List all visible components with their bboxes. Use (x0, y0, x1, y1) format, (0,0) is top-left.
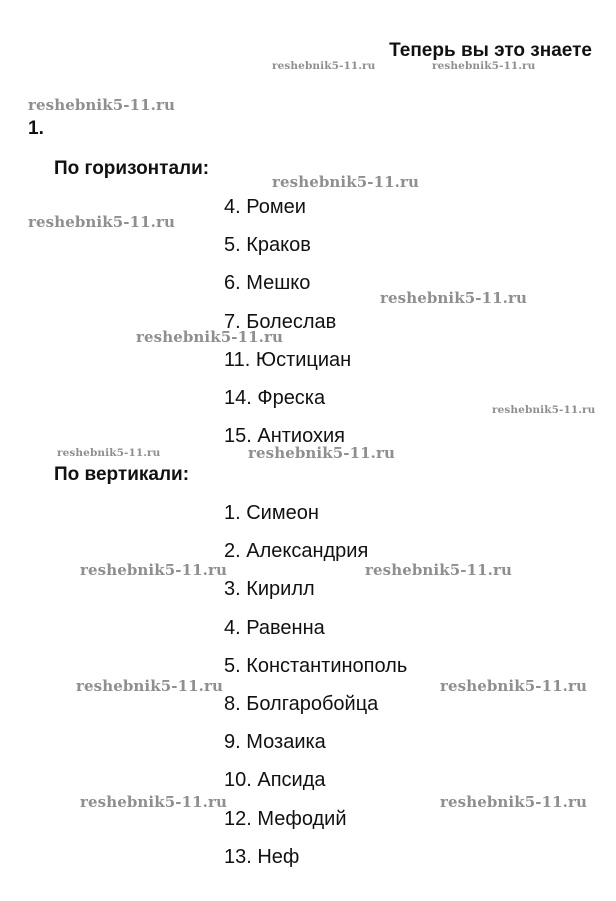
horizontal-heading: По горизонтали: (54, 158, 210, 179)
vertical-answer: 3. Кирилл (224, 578, 315, 601)
watermark: reshebnik5-11.ru (248, 444, 395, 462)
vertical-answer: 10. Апсида (224, 769, 326, 792)
watermark: reshebnik5-11.ru (365, 561, 512, 579)
watermark: reshebnik5-11.ru (432, 60, 536, 72)
task-number: 1. (28, 118, 44, 139)
vertical-answer: 1. Симеон (224, 502, 319, 524)
watermark: reshebnik5-11.ru (272, 173, 419, 191)
watermark: reshebnik5-11.ru (80, 561, 227, 579)
horizontal-answer: 15. Антиохия (224, 425, 345, 448)
vertical-heading: По вертикали: (54, 464, 190, 485)
watermark: reshebnik5-11.ru (492, 404, 596, 416)
watermark: reshebnik5-11.ru (76, 677, 223, 695)
horizontal-answer: 11. Юстициан (224, 348, 352, 371)
page-title: Теперь вы это знаете (389, 40, 592, 61)
watermark: reshebnik5-11.ru (28, 213, 175, 231)
vertical-answer: 8. Болгаробойца (224, 692, 379, 715)
watermark: reshebnik5-11.ru (272, 60, 376, 72)
watermark: reshebnik5-11.ru (136, 328, 283, 346)
watermark: reshebnik5-11.ru (80, 793, 227, 811)
horizontal-answer: 7. Болеслав (224, 310, 337, 333)
watermark: reshebnik5-11.ru (57, 447, 161, 459)
horizontal-answer: 4. Ромеи (224, 196, 306, 218)
horizontal-answer: 14. Фреска (224, 386, 326, 409)
vertical-answers (224, 502, 407, 884)
vertical-answer: 9. Мозаика (224, 731, 326, 754)
watermark: reshebnik5-11.ru (28, 96, 175, 114)
watermark: reshebnik5-11.ru (380, 289, 527, 307)
watermark: reshebnik5-11.ru (440, 677, 587, 695)
vertical-answer: 4. Равенна (224, 616, 325, 639)
horizontal-answer: 5. Краков (224, 234, 311, 257)
vertical-answer: 5. Константинополь (224, 654, 408, 677)
watermark: reshebnik5-11.ru (440, 793, 587, 811)
vertical-answer: 2. Александрия (224, 540, 369, 563)
vertical-answer: 12. Мефодий (224, 807, 347, 830)
vertical-answer: 13. Неф (224, 845, 300, 868)
horizontal-answer: 6. Мешко (224, 272, 311, 295)
